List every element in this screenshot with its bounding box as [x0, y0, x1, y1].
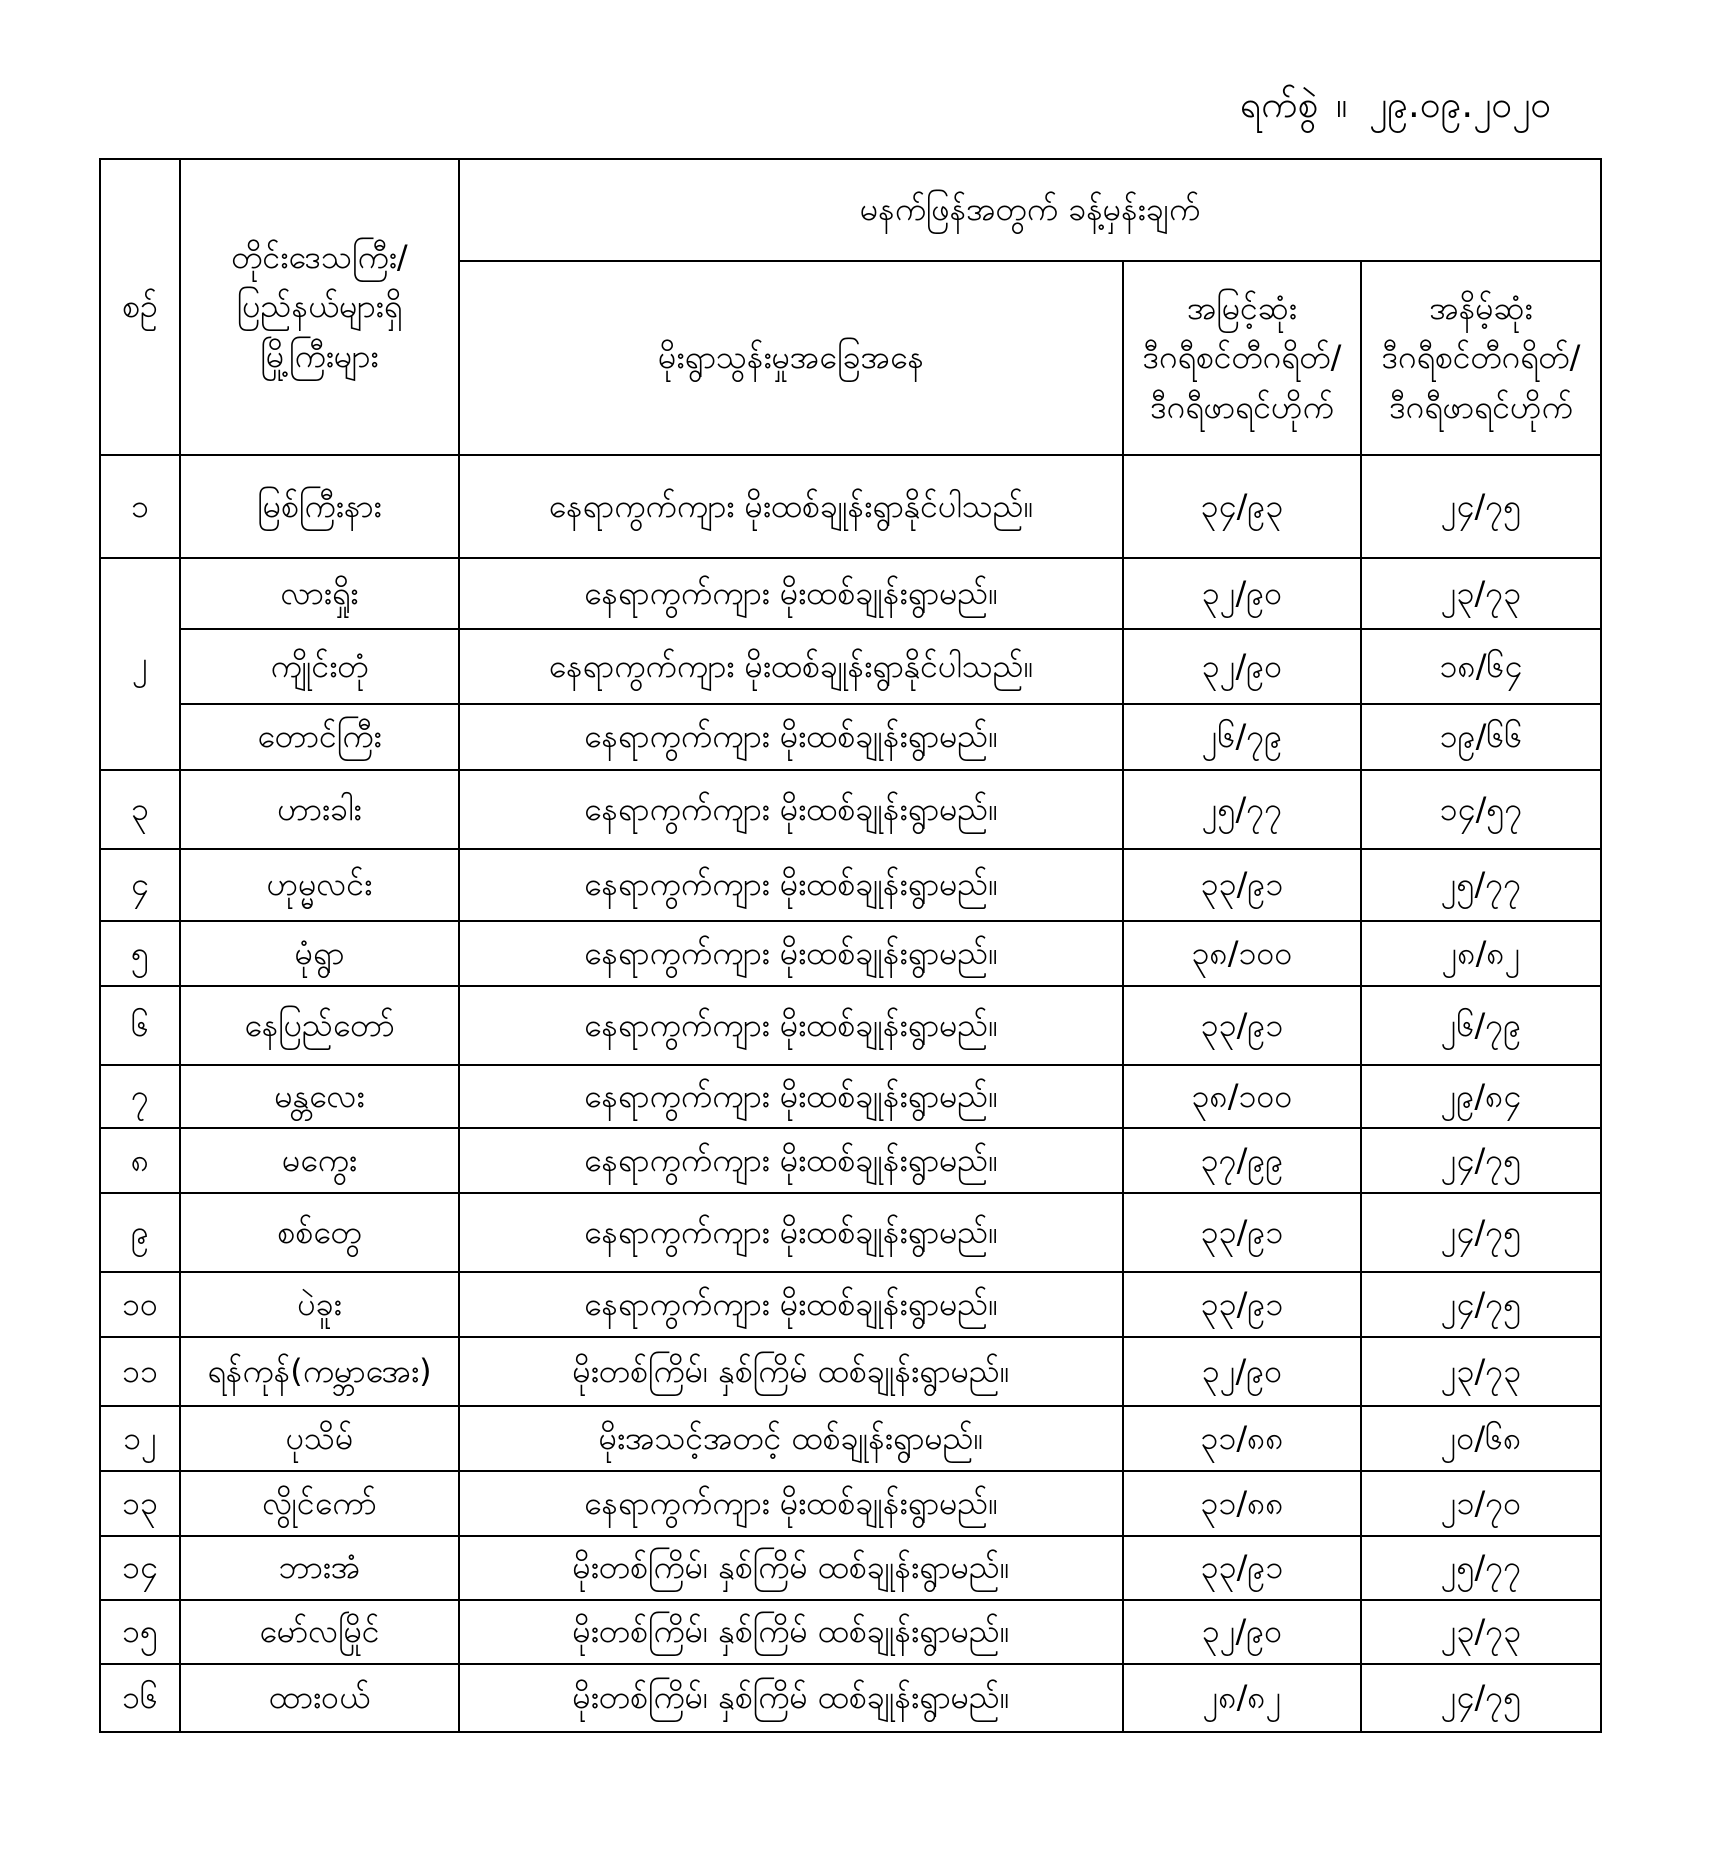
cell-min: ၂၄/၇၅: [1361, 1128, 1601, 1193]
cell-city: ဘားအံ: [180, 1536, 459, 1600]
header-max-line: ဒီဂရီစင်တီဂရိတ်/: [1142, 338, 1342, 377]
cell-city: ပုသိမ်: [180, 1406, 459, 1471]
cell-max: ၂၆/၇၉: [1123, 704, 1361, 770]
table-row: [100, 1471, 1601, 1536]
cell-condition: နေရာကွက်ကျား မိုးထစ်ချုန်းရွာမည်။: [459, 1471, 1123, 1536]
cell-city: စစ်တွေ: [180, 1193, 459, 1272]
cell-min: ၁၄/၅၇: [1361, 770, 1601, 849]
cell-city: ဟားခါး: [180, 770, 459, 849]
cell-city: တောင်ကြီး: [180, 704, 459, 770]
cell-city: မန္တလေး: [180, 1065, 459, 1128]
cell-min: ၂၀/၆၈: [1361, 1406, 1601, 1471]
table-row: [100, 1128, 1601, 1193]
table-row: [100, 849, 1601, 921]
cell-city: မကွေး: [180, 1128, 459, 1193]
cell-condition: မိုးတစ်ကြိမ်၊ နှစ်ကြိမ် ထစ်ချုန်းရွာမည်။: [459, 1600, 1123, 1664]
cell-condition: နေရာကွက်ကျား မိုးထစ်ချုန်းရွာမည်။: [459, 1128, 1123, 1193]
cell-max: ၂၈/၈၂: [1123, 1664, 1361, 1732]
cell-no: ၁၅: [100, 1600, 180, 1664]
cell-condition: နေရာကွက်ကျား မိုးထစ်ချုန်းရွာမည်။: [459, 1272, 1123, 1337]
header-condition: မိုးရွာသွန်းမှုအခြေအနေ: [459, 261, 1123, 455]
header-max-temp: [1123, 261, 1361, 455]
header-max-line: အမြင့်ဆုံး: [1187, 288, 1297, 327]
cell-condition: မိုးတစ်ကြိမ်၊ နှစ်ကြိမ် ထစ်ချုန်းရွာမည်။: [459, 1536, 1123, 1600]
cell-condition: နေရာကွက်ကျား မိုးထစ်ချုန်းရွာမည်။: [459, 1065, 1123, 1128]
cell-min: ၁၈/၆၄: [1361, 629, 1601, 704]
cell-min: ၂၄/၇၅: [1361, 455, 1601, 558]
table-row: [100, 1600, 1601, 1664]
cell-max: ၃၂/၉၀: [1123, 629, 1361, 704]
table-row: [100, 1272, 1601, 1337]
issued-date: ၂၉.၀၉.၂၀၂၀: [1369, 83, 1552, 126]
header-city-line: မြို့ကြီးများ: [260, 336, 379, 375]
cell-max: ၃၂/၉၀: [1123, 1600, 1361, 1664]
cell-city: ဟုမ္မလင်း: [180, 849, 459, 921]
cell-max: ၃၃/၉၁: [1123, 1272, 1361, 1337]
table-row: [100, 704, 1601, 770]
cell-no: ၁၂: [100, 1406, 180, 1471]
cell-max: ၃၄/၉၃: [1123, 455, 1361, 558]
cell-city: မြစ်ကြီးနား: [180, 455, 459, 558]
cell-condition: နေရာကွက်ကျား မိုးထစ်ချုန်းရွာမည်။: [459, 986, 1123, 1065]
issued-label: ရက်စွဲ: [1240, 83, 1319, 126]
cell-min: ၂၃/၇၃: [1361, 558, 1601, 629]
label-separator: ။: [1336, 83, 1348, 126]
header-min-line: ဒီဂရီဖာရင်ဟိုက်: [1389, 387, 1573, 426]
table-row: [100, 921, 1601, 986]
cell-no: ၅: [100, 921, 180, 986]
cell-no: ၁၃: [100, 1471, 180, 1536]
cell-city: မုံရွာ: [180, 921, 459, 986]
cell-min: ၂၉/၈၄: [1361, 1065, 1601, 1128]
table-row: [100, 1065, 1601, 1128]
cell-no: ၄: [100, 849, 180, 921]
cell-no: ၇: [100, 1065, 180, 1128]
header-min-temp: [1361, 261, 1601, 455]
cell-max: ၃၇/၉၉: [1123, 1128, 1361, 1193]
table-row: [100, 558, 1601, 629]
header-max-line: ဒီဂရီဖာရင်ဟိုက်: [1150, 387, 1334, 426]
table-row: [100, 1337, 1601, 1406]
cell-city: ရန်ကုန်(ကမ္ဘာအေး): [180, 1337, 459, 1406]
cell-condition: နေရာကွက်ကျား မိုးထစ်ချုန်းရွာမည်။: [459, 849, 1123, 921]
cell-no: ၉: [100, 1193, 180, 1272]
table-row: [100, 770, 1601, 849]
cell-no: ၁၆: [100, 1664, 180, 1732]
cell-min: ၂၅/၇၇: [1361, 849, 1601, 921]
header-no: စဉ်: [100, 159, 180, 455]
cell-min: ၂၈/၈၂: [1361, 921, 1601, 986]
table-row: [100, 1664, 1601, 1732]
cell-max: ၂၅/၇၇: [1123, 770, 1361, 849]
header-min-line: ဒီဂရီစင်တီဂရိတ်/: [1381, 338, 1581, 377]
cell-max: ၃၈/၁၀၀: [1123, 1065, 1361, 1128]
cell-no: ၁: [100, 455, 180, 558]
cell-condition: နေရာကွက်ကျား မိုးထစ်ချုန်းရွာမည်။: [459, 770, 1123, 849]
cell-condition: မိုးအသင့်အတင့် ထစ်ချုန်းရွာမည်။: [459, 1406, 1123, 1471]
header-min-line: အနိမ့်ဆုံး: [1429, 288, 1533, 327]
cell-city: ကျိုင်းတုံ: [180, 629, 459, 704]
cell-condition: နေရာကွက်ကျား မိုးထစ်ချုန်းရွာမည်။: [459, 704, 1123, 770]
cell-min: ၂၃/၇၃: [1361, 1337, 1601, 1406]
table-row: [100, 1193, 1601, 1272]
header-forecast-group: မနက်ဖြန်အတွက် ခန့်မှန်းချက်: [459, 159, 1601, 261]
table-row: [100, 629, 1601, 704]
cell-min: ၂၄/၇၅: [1361, 1664, 1601, 1732]
cell-min: ၂၅/၇၇: [1361, 1536, 1601, 1600]
cell-max: ၃၂/၉၀: [1123, 558, 1361, 629]
cell-min: ၂၁/၇၀: [1361, 1471, 1601, 1536]
cell-city: လွိုင်ကော်: [180, 1471, 459, 1536]
cell-min: ၂၆/၇၉: [1361, 986, 1601, 1065]
cell-max: ၃၃/၉၁: [1123, 1193, 1361, 1272]
cell-condition: မိုးတစ်ကြိမ်၊ နှစ်ကြိမ် ထစ်ချုန်းရွာမည်။: [459, 1664, 1123, 1732]
cell-max: ၃၈/၁၀၀: [1123, 921, 1361, 986]
cell-max: ၃၁/၈၈: [1123, 1406, 1361, 1471]
cell-city: ပဲခူး: [180, 1272, 459, 1337]
cell-min: ၂၄/၇၅: [1361, 1193, 1601, 1272]
cell-min: ၂၃/၇၃: [1361, 1600, 1601, 1664]
cell-condition: နေရာကွက်ကျား မိုးထစ်ချုန်းရွာနိုင်ပါသည်။: [459, 629, 1123, 704]
cell-condition: နေရာကွက်ကျား မိုးထစ်ချုန်းရွာမည်။: [459, 1193, 1123, 1272]
cell-max: ၃၃/၉၁: [1123, 849, 1361, 921]
cell-no: ၆: [100, 986, 180, 1065]
cell-max: ၃၁/၈၈: [1123, 1471, 1361, 1536]
cell-condition: မိုးတစ်ကြိမ်၊ နှစ်ကြိမ် ထစ်ချုန်းရွာမည်။: [459, 1337, 1123, 1406]
cell-no: ၃: [100, 770, 180, 849]
cell-city: မော်လမြိုင်: [180, 1600, 459, 1664]
cell-no: ၁၄: [100, 1536, 180, 1600]
table-row: [100, 1406, 1601, 1471]
cell-condition: နေရာကွက်ကျား မိုးထစ်ချုန်းရွာနိုင်ပါသည်။: [459, 455, 1123, 558]
cell-no: ၈: [100, 1128, 180, 1193]
table-row: [100, 986, 1601, 1065]
cell-city: နေပြည်တော်: [180, 986, 459, 1065]
cell-min: ၂၄/၇၅: [1361, 1272, 1601, 1337]
cell-condition: နေရာကွက်ကျား မိုးထစ်ချုန်းရွာမည်။: [459, 921, 1123, 986]
cell-city: ထားဝယ်: [180, 1664, 459, 1732]
cell-no: ၁၁: [100, 1337, 180, 1406]
cell-min: ၁၉/၆၆: [1361, 704, 1601, 770]
table-row: [100, 1536, 1601, 1600]
cell-no: ၁၀: [100, 1272, 180, 1337]
table-row: [100, 455, 1601, 558]
forecast-table: [99, 158, 1602, 1733]
cell-max: ၃၂/၉၀: [1123, 1337, 1361, 1406]
cell-max: ၃၃/၉၁: [1123, 1536, 1361, 1600]
header-row-1: [100, 159, 1601, 261]
header-city-line: တိုင်းဒေသကြီး/: [231, 237, 408, 276]
cell-condition: နေရာကွက်ကျား မိုးထစ်ချုန်းရွာမည်။: [459, 558, 1123, 629]
header-city-line: ပြည်နယ်များရှိ: [236, 287, 403, 326]
cell-city: လားရှိုး: [180, 558, 459, 629]
header-city: [180, 159, 459, 455]
cell-max: ၃၃/၉၁: [1123, 986, 1361, 1065]
issued-date-line: [1240, 82, 1600, 136]
cell-no: ၂: [100, 558, 180, 770]
